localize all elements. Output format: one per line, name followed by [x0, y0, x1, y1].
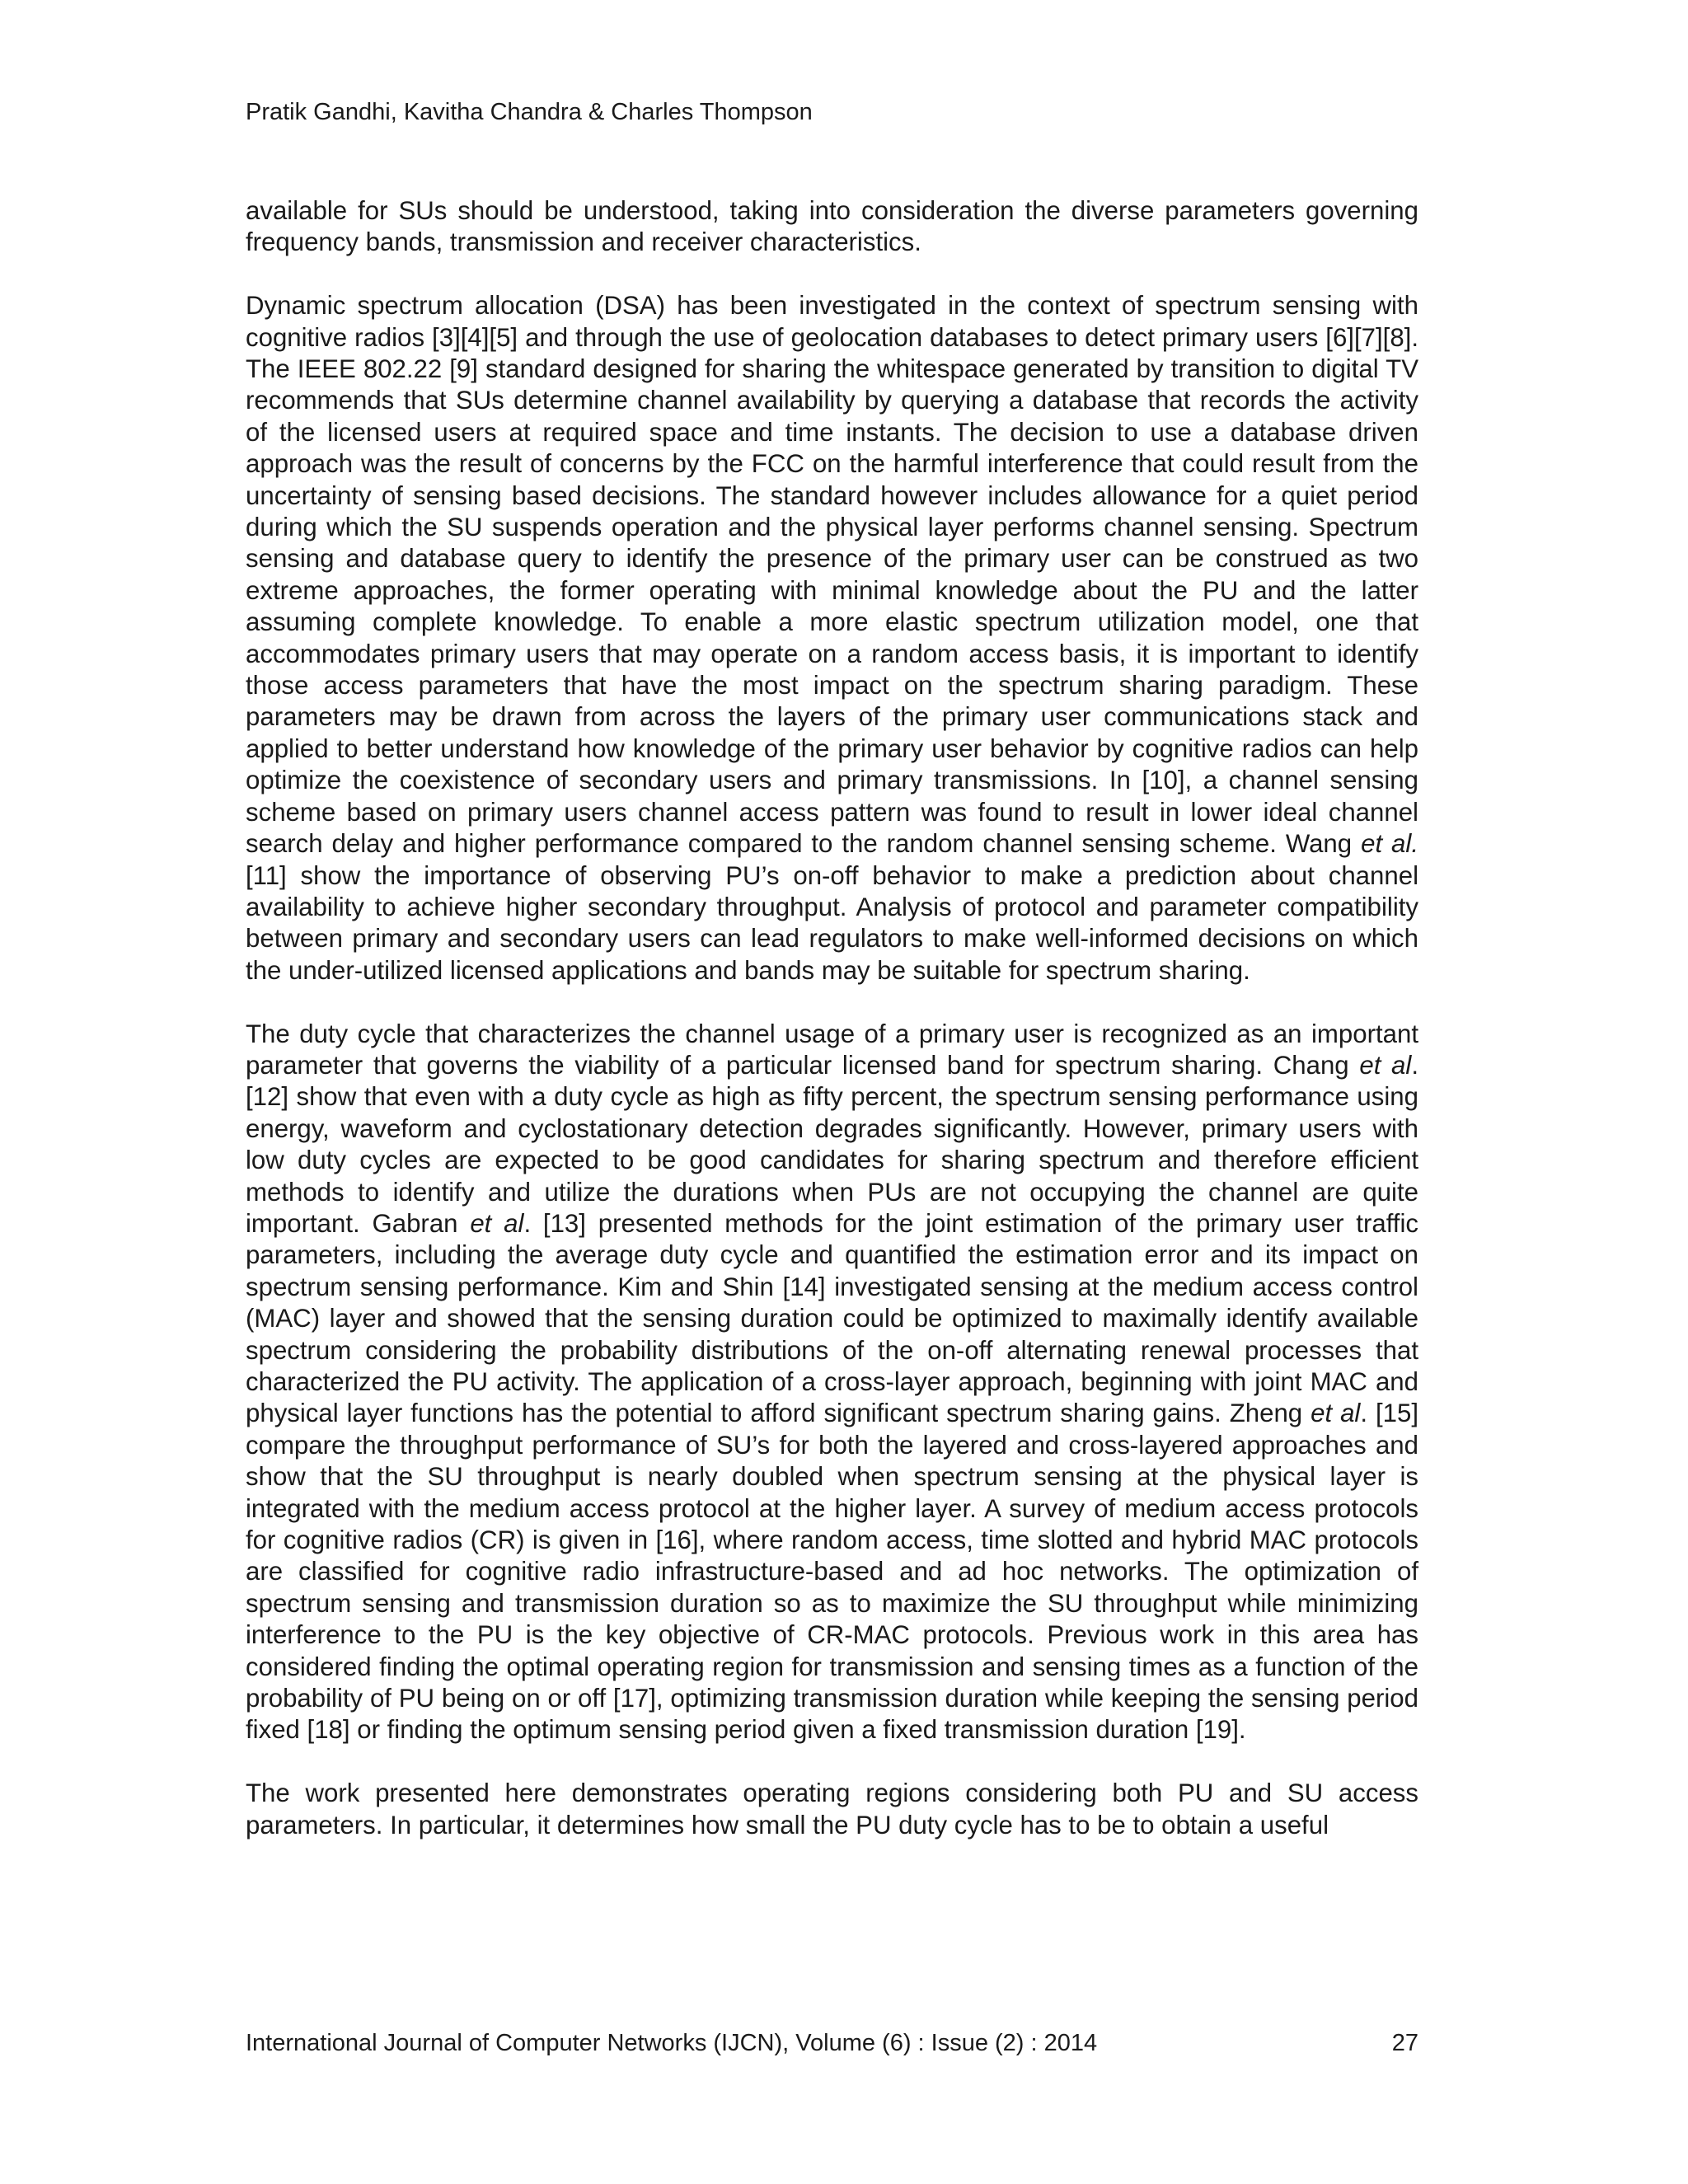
italic-text: et al: [1359, 1050, 1412, 1080]
running-header: [246, 97, 813, 127]
header-authors: Pratik Gandhi, Kavitha Chandra & Charles Thompson: [246, 99, 813, 125]
text-run: . [13] presented methods for the joint estimation of the primary user traffic parameters, including the average duty cycle and quantified the estimation error and its impact on spectrum sensing performance. Kim and Shin [14] investigated sensing at the medium access control (MAC) layer and showed that the sensing duration could be optimized to maximally identify available spectrum considering the probability distributions of the on-off alternating renewal processes that characterized the PU activity. The application of a cross-layer approach, beginning with joint MAC and physical layer functions has the potential to afford significant spectrum sharing gains. Zheng: [246, 1208, 1418, 1428]
page-number: 27: [1391, 2030, 1418, 2056]
italic-text: et al: [470, 1208, 524, 1238]
text-run: [11] show the importance of observing PU’s on-off behavior to make a prediction about channel availability to achieve higher secondary throughput. Analysis of protocol and parameter compatibility between primary and secondary users can lead regulators to make well-informed decisions on which the under-utilized licensed applications and bands may be suitable for spectrum sharing.: [246, 860, 1418, 985]
text-run: . [12] show that even with a duty cycle as high as fifty percent, the spectrum sensing performance using energy, waveform and cyclostationary detection degrades significantly. However, primary users with low duty cycles are expected to be good candidates for sharing spectrum and therefore efficient methods to identify and utilize the durations when PUs are not occupying the channel are quite important. Gabran: [246, 1050, 1419, 1238]
text-run: The work presented here demonstrates operating regions considering both PU and SU access parameters. In particular, it determines how small the PU duty cycle has to be to obtain a useful: [246, 1779, 1418, 1840]
italic-text: et al: [1311, 1399, 1361, 1428]
paragraph: [246, 1019, 1418, 1746]
paragraph: [246, 290, 1418, 987]
paragraph: [246, 195, 1418, 259]
text-run: available for SUs should be understood, taking into consideration the diverse parameters governing frequency bands, transmission and receiver characteristics.: [246, 196, 1418, 257]
italic-text: et al.: [1361, 829, 1418, 859]
paragraph: [246, 1778, 1418, 1841]
footer-journal-citation: International Journal of Computer Networks (IJCN), Volume (6) : Issue (2) : 2014: [246, 2030, 1098, 2056]
text-run: The duty cycle that characterizes the channel usage of a primary user is recognized as an important parameter that governs the viability of a particular licensed band for spectrum sharing. Chang: [246, 1019, 1418, 1080]
text-run: Dynamic spectrum allocation (DSA) has been investigated in the context of spectrum sensing with cognitive radios [3][4][5] and through the use of geolocation databases to detect primary users [6][7][8]. The IEEE 802.22 [9] standard designed for sharing the whitespace generated by transition to digital TV recommends that SUs determine channel availability by querying a database that records the activity of the licensed users at required space and time instants. The decision to use a database driven approach was the result of concerns by the FCC on the harmful interference that could result from the uncertainty of sensing based decisions. The standard however includes allowance for a quiet period during which the SU suspends operation and the physical layer performs channel sensing. Spectrum sensing and database query to identify the presence of the primary user can be construed as two extreme approaches, the former operating with minimal knowledge about the PU and the latter assuming complete knowledge. To enable a more elastic spectrum utilization model, one that accommodates primary users that may operate on a random access basis, it is important to identify those access parameters that have the most impact on the spectrum sharing paradigm. These parameters may be drawn from across the layers of the primary user communications stack and applied to better understand how knowledge of the primary user behavior by cognitive radios can help optimize the coexistence of secondary users and primary transmissions. In [10], a channel sensing scheme based on primary users channel access pattern was found to result in lower ideal channel search delay and higher performance compared to the random channel sensing scheme. Wang: [246, 291, 1418, 859]
body-text: [246, 195, 1418, 1841]
text-run: . [15] compare the throughput performance of SU’s for both the layered and cross-layered approaches and show that the SU throughput is nearly doubled when spectrum sensing at the physical layer is integrated with the medium access protocol at the higher layer. A survey of medium access protocols for cognitive radios (CR) is given in [16], where random access, time slotted and hybrid MAC protocols are classified for cognitive radio infrastructure-based and ad hoc networks. The optimization of spectrum sensing and transmission duration so as to maximize the SU throughput while minimizing interference to the PU is the key objective of CR-MAC protocols. Previous work in this area has considered finding the optimal operating region for transmission and sensing times as a function of the probability of PU being on or off [17], optimizing transmission duration while keeping the sensing period fixed [18] or finding the optimum sensing period given a fixed transmission duration [19].: [246, 1399, 1418, 1745]
